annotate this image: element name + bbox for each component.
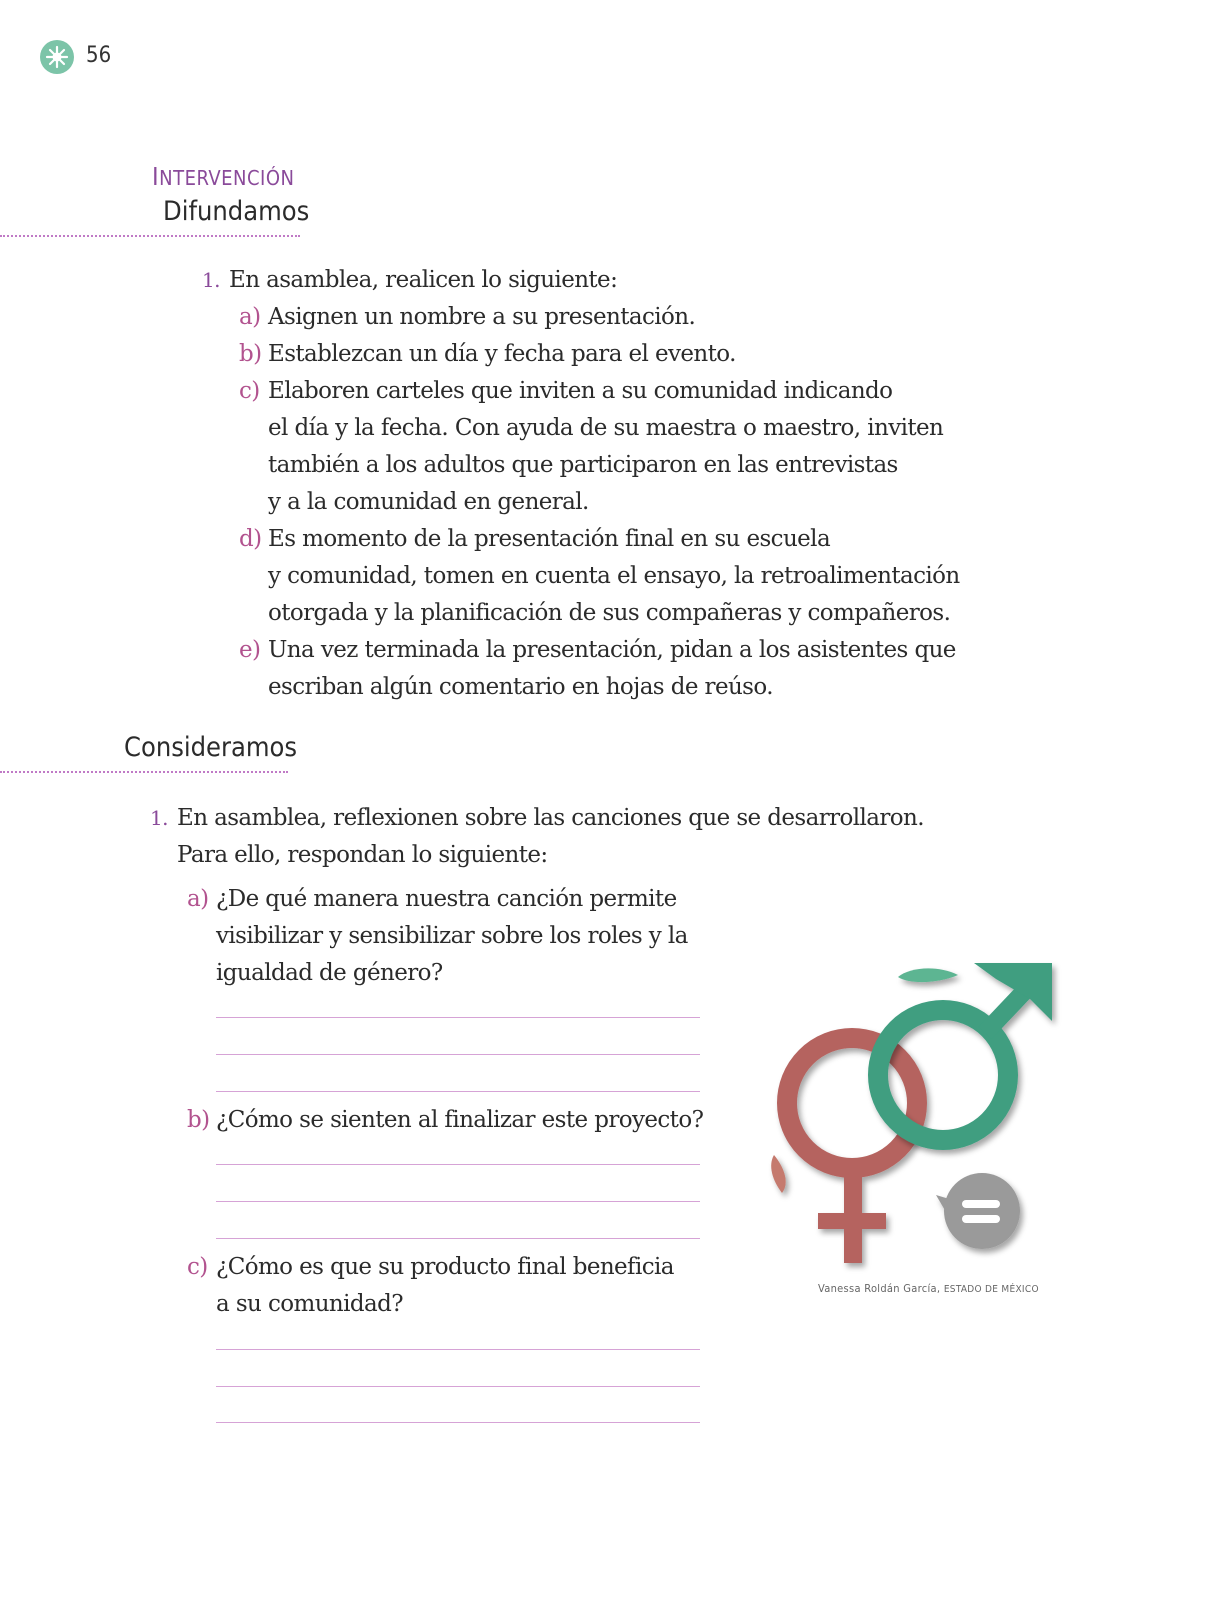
list-item-line: el día y la fecha. Con ayuda de su maestra o maestro, inviten (268, 415, 944, 441)
question-mark: a) (187, 886, 209, 912)
item-mark: a) (239, 304, 261, 330)
list-item: Establezcan un día y fecha para el evento. (268, 341, 736, 367)
list-item: Elaboren carteles que inviten a su comunidad indicando (268, 378, 893, 404)
section-title: Consideramos (124, 732, 298, 763)
answer-line[interactable] (216, 1201, 700, 1202)
gender-equality-illustration (760, 955, 1070, 1275)
page-number: 56 (86, 43, 112, 68)
list-number: 1. (202, 268, 220, 292)
question-text-line: igualdad de género? (216, 960, 443, 986)
list-item-line: escriban algún comentario en hojas de reúso. (268, 674, 773, 700)
question-text: ¿Cómo es que su producto final beneficia (216, 1254, 674, 1280)
question-text: ¿De qué manera nuestra canción permite (216, 886, 677, 912)
heading-divider (0, 771, 288, 773)
list-item: Es momento de la presentación final en su escuela (268, 526, 831, 552)
section-subtitle: Difundamos (163, 196, 310, 227)
section-label (152, 162, 294, 191)
list-lead-line: Para ello, respondan lo siguiente: (177, 842, 548, 868)
answer-line[interactable] (216, 1164, 700, 1165)
equals-bubble-icon (936, 1173, 1020, 1249)
item-mark: d) (239, 526, 262, 552)
list-number: 1. (150, 806, 168, 830)
list-lead: En asamblea, reflexionen sobre las canciones que se desarrollaron. (177, 805, 924, 831)
item-mark: b) (239, 341, 262, 367)
answer-line[interactable] (216, 1349, 700, 1350)
female-symbol-icon (771, 1038, 917, 1263)
question-text-line: a su comunidad? (216, 1291, 403, 1317)
item-mark: c) (239, 378, 260, 404)
answer-line[interactable] (216, 1238, 700, 1239)
list-lead: En asamblea, realicen lo siguiente: (229, 267, 618, 293)
heading-divider (0, 235, 300, 237)
section-label-initial: I (152, 162, 160, 191)
list-item-line: otorgada y la planificación de sus compañeras y compañeros. (268, 600, 951, 626)
list-item: Asignen un nombre a su presentación. (268, 304, 696, 330)
item-mark: e) (239, 637, 261, 663)
answer-line[interactable] (216, 1386, 700, 1387)
section-label-rest: NTERVENCIÓN (159, 166, 295, 190)
question-text: ¿Cómo se sienten al finalizar este proyecto? (216, 1107, 704, 1133)
answer-line[interactable] (216, 1054, 700, 1055)
image-caption: Vanessa Roldán García, ESTADO DE MÉXICO (818, 1282, 1039, 1295)
list-item-line: y a la comunidad en general. (268, 489, 589, 515)
list-item-line: y comunidad, tomen en cuenta el ensayo, la retroalimentación (268, 563, 960, 589)
page-badge-icon (40, 40, 74, 74)
question-mark: c) (187, 1254, 208, 1280)
question-text-line: visibilizar y sensibilizar sobre los roles y la (216, 923, 688, 949)
answer-line[interactable] (216, 1017, 700, 1018)
question-mark: b) (187, 1107, 210, 1133)
list-item: Una vez terminada la presentación, pidan a los asistentes que (268, 637, 956, 663)
answer-line[interactable] (216, 1091, 700, 1092)
list-item-line: también a los adultos que participaron en las entrevistas (268, 452, 898, 478)
answer-line[interactable] (216, 1422, 700, 1423)
